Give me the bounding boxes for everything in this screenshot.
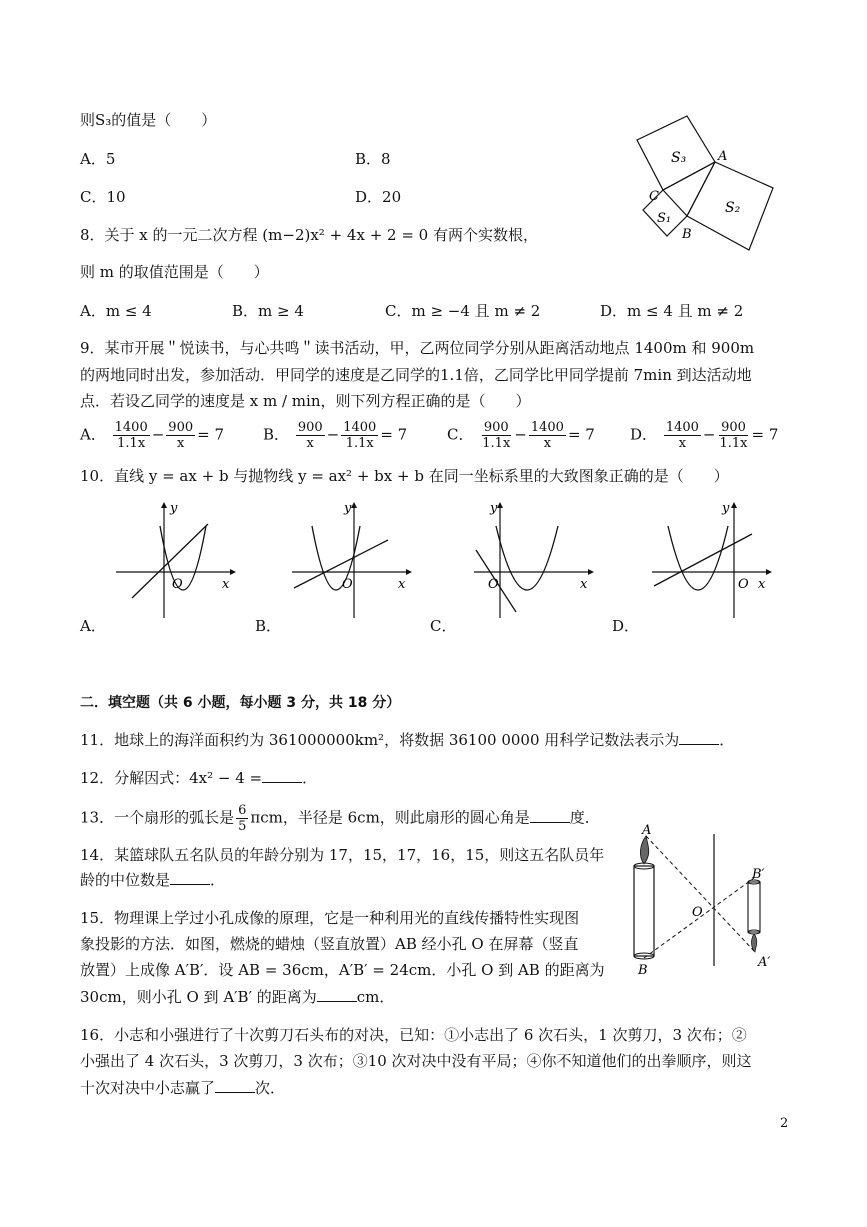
label-c: C [649,189,659,204]
svg-text:x: x [398,577,406,592]
svg-text:y: y [722,501,730,516]
q14-answer-blank [170,870,210,885]
q7-option-b: B．8 [355,150,391,168]
q10-option-b: B． [255,617,282,635]
q9-line1: 9．某市开展＂悦读书，与心共鸣＂读书活动，甲，乙两位同学分别从距离活动地点 1400m 和 900m [80,339,755,357]
svg-text:A: A [642,823,652,838]
svg-text:x: x [222,577,230,592]
svg-text:y: y [344,501,352,516]
label-s1: S₁ [657,211,672,226]
svg-text:B′: B′ [752,867,765,882]
q11-answer-blank [679,730,719,745]
q10-option-a: A． [80,617,106,635]
q10-graph-b [288,500,413,620]
q7-option-c: C．10 [80,188,126,206]
q7-option-d: D．20 [355,188,402,206]
svg-text:B: B [638,963,648,977]
q8-option-c: C．m ≥ −4 且 m ≠ 2 [385,302,541,320]
svg-text:O: O [488,577,499,592]
q10-option-c: C． [430,617,457,635]
q10-stem: 10．直线 y = ax + b 与抛物线 y = ax² + bx + b 在同一坐标系里的大致图象正确的是（ ） [80,467,729,485]
q8-option-b: B．m ≥ 4 [232,302,304,320]
q9-line3: 点．若设乙同学的速度是 x m / min，则下列方程正确的是（ ） [80,392,531,410]
q8-option-a: A．m ≤ 4 [80,302,152,320]
q10-graph-c [470,500,595,620]
q9-option-b: B． $\frac{900}{x}$ − $\frac{1400}{1.1x}$ = 7 [263,420,408,451]
q15-line4: 30cm，则小孔 O 到 A′B′ 的距离为 cm． [80,988,395,1006]
q7-option-a: A．5 [80,150,116,168]
svg-text:A′: A′ [758,955,771,970]
label-a: A [718,149,728,164]
svg-text:y: y [170,501,178,516]
q15-line2: 象投影的方法．如图，燃烧的蜡烛（竖直放置）AB 经小孔 O 在屏幕（竖直 [80,935,579,953]
page-number: 2 [780,1116,789,1131]
q15-line1: 15．物理课上学过小孔成像的原理，它是一种利用光的直线传播特性实现图 [80,909,580,927]
q15-line3: 放置）上成像 A′B′．设 AB = 36cm，A′B′ = 24cm．小孔 O 到 AB 的距离为 [80,961,605,979]
q15-answer-blank [317,987,357,1002]
q8-line1: 8．关于 x 的一元二次方程 (m−2)x² + 4x + 2 = 0 有两个实数根， [80,226,538,244]
section-title: 二．填空题（共 6 小题，每小题 3 分，共 18 分） [80,695,401,711]
svg-text:O: O [738,577,749,592]
svg-text:O: O [342,577,353,592]
q12: 12．分解因式：4x² − 4 = ． [80,769,318,787]
q9-option-c: C． $\frac{900}{1.1x}$ − $\frac{1400}{x}$ = 7 [447,420,595,451]
q13-answer-blank [530,808,570,823]
svg-text:y: y [490,501,498,516]
q10-option-d: D． [612,617,640,635]
q16-line1: 16．小志和小强进行了十次剪刀石头布的对决，已知：①小志出了 6 次石头，1 次剪刀，3 次布；② [80,1026,747,1044]
svg-text:x: x [580,577,588,592]
q14-line1: 14．某篮球队五名队员的年龄分别为 17，15，17，16，15，则这五名队员年 [80,846,605,864]
q7-squares-figure [625,110,785,255]
svg-text:O: O [172,577,183,592]
svg-text:O: O [692,905,703,920]
q9-option-a: A． $\frac{1400}{1.1x}$ − $\frac{900}{x}$ = 7 [80,420,225,451]
svg-text:x: x [758,577,766,592]
q15-pinhole-figure [630,822,785,977]
q16-line3: 十次对决中小志赢了 次． [80,1079,286,1097]
q10-graph-d [648,500,773,620]
label-s3: S₃ [671,150,687,166]
q9-line2: 的两地同时出发，参加活动．甲同学的速度是乙同学的1.1倍，乙同学比甲同学提前 7min 到达活动地 [80,366,752,384]
q14-line2: 龄的中位数是 ． [80,871,226,889]
q16-answer-blank [215,1078,255,1093]
q12-answer-blank [262,768,302,783]
q10-graph-a [112,500,237,620]
q16-line2: 小强出了 4 次石头，3 次剪刀，3 次布；③10 次对决中没有平局；④你不知道他们的出拳顺序，则这 [80,1052,752,1070]
q7-stem: 则S₃的值是（ ） [80,111,217,129]
label-s2: S₂ [725,200,741,216]
q11: 11．地球上的海洋面积约为 361000000km²，将数据 36100 0000 用科学记数法表示为 ． [80,731,735,749]
q8-line2: 则 m 的取值范围是（ ） [80,263,269,281]
q9-option-d: D． $\frac{1400}{x}$ − $\frac{900}{1.1x}$ = 7 [630,420,779,451]
q13: 13．一个扇形的弧长是 $\frac{6}{5}$ πcm，半径是 6cm，则此扇形的圆心角是 度． [80,803,600,834]
q8-option-d: D．m ≤ 4 且 m ≠ 2 [600,302,744,320]
label-b: B [682,227,692,242]
